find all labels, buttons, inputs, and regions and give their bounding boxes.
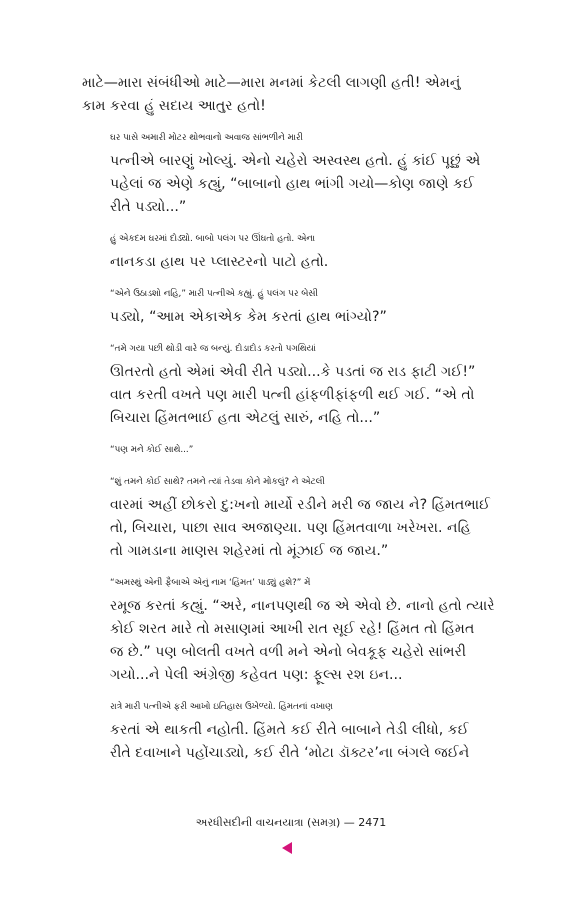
text-line: “પણ મને કોઈ સાથે...” xyxy=(110,445,194,455)
previous-page-arrow-icon[interactable] xyxy=(282,842,292,854)
page-footer: અરધીસદીની વાચનયાત્રા (સમગ્ર) — 2471 xyxy=(195,816,387,829)
text-line: જ છે.” પણ બોલતી વખતે વળી મને એનો બેવકૂફ ચહેરો સાંભરી xyxy=(110,644,467,660)
body-paragraph xyxy=(82,338,500,430)
text-line: તો ગામડાના માણસ શહેરમાં તો મૂંઝાઈ જ જાય.” xyxy=(110,543,389,559)
text-line: રાત્રે મારી પત્નીએ ફરી આખો ઇતિહાસ ઉખેળ્યો. હિંમતનાં વખાણ xyxy=(110,702,333,712)
text-line: વારમાં અહીં છોકરો દુ:ખનો માર્યો રડીને મરી જ જાય ને? હિંમતભાઈ xyxy=(110,497,491,513)
text-line: “અમસ્થું એની ફૈબાએ એનું નામ ‘હિંમત’ પાડ્યું હશે?” મેં xyxy=(110,578,311,588)
text-line: ગયો...ને પેલી અંગ્રેજી કહેવત પણ: ફૂલ્સ રશ ઇન... xyxy=(110,667,403,683)
text-line: રીતે દવાખાને પહોંચાડ્યો, કઈ રીતે ‘મોટા ડૉક્ટર’ના બંગલે જઈને xyxy=(110,745,470,761)
text-line: ઘર પાસે અમારી મોટર થોભવાનો અવાજ સાંભળીને મારી xyxy=(110,133,303,143)
text-line: “તમે ગયા પછી થોડી વારે જ બન્યું. દોડાદોડ કરતો પગથિયાં xyxy=(110,344,316,354)
text-line: માટે—મારા સંબંધીઓ માટે—મારા મનમાં કેટલી લાગણી હતી! એમનું xyxy=(82,75,461,91)
text-line: હું એકદમ ઘરમાં દોડ્યો. બાબો પલંગ પર ઊંઘતો હતો. એના xyxy=(110,234,315,244)
text-line: બિચારા હિંમતભાઈ હતા એટલું સારું, નહિ તો...” xyxy=(110,410,381,426)
text-line: ઊતરતો હતો એમાં એવી રીતે પડ્યો...કે પડતાં જ રાડ ફાટી ગઈ!” xyxy=(110,364,476,380)
body-paragraph xyxy=(82,696,500,765)
text-line: કોઈ શરત મારે તો મસાણમાં આખી રાત સૂઈ રહે! હિંમત તો હિંમત xyxy=(110,621,475,637)
text-line: “એને ઉઠાડશો નહિ,” મારી પત્નીએ કહ્યું. હું પલંગ પર બેસી xyxy=(110,289,318,299)
body-paragraph xyxy=(82,228,500,274)
text-line: પહેલાં જ એણે કહ્યું, “બાબાનો હાથ ભાંગી ગયો—કોણ જાણે કઈ xyxy=(110,176,475,192)
text-line: તો, બિચારા, પાછા સાવ અજાણ્યા. પણ હિંમતવાળા ખરેખરા. નહિ xyxy=(110,520,471,536)
body-paragraph xyxy=(82,127,500,219)
text-line: કરતાં એ થાકતી નહોતી. હિંમતે કઈ રીતે બાબાને તેડી લીધો, કઈ xyxy=(110,722,469,738)
text-line: રીતે પડ્યો...” xyxy=(110,199,187,215)
body-paragraph xyxy=(82,72,500,118)
text-line: રમૂજ કરતાં કહ્યું. “અરે, નાનપણથી જ એ એવો છે. નાનો હતો ત્યારે xyxy=(110,598,495,614)
text-line: વાત કરતી વખતે પણ મારી પત્ની હાંફળીફાંફળી થઈ ગઈ. “એ તો xyxy=(110,387,475,403)
text-line: પત્નીએ બારણું ખોલ્યું. એનો ચહેરો અસ્વસ્થ હતો. હું કાંઈ પૂછું એ xyxy=(110,153,481,169)
text-line: “શું તમને કોઈ સાથે? તમને ત્યાં તેડવા કોને મોકલું? ને એટલી xyxy=(110,477,325,487)
body-paragraph xyxy=(82,572,500,687)
text-line: પડ્યો, “આમ એકાએક કેમ કરતાં હાથ ભાંગ્યો?” xyxy=(110,309,387,325)
body-paragraph xyxy=(82,471,500,563)
text-line: કામ કરવા હું સદાય આતુર હતો! xyxy=(82,98,266,114)
text-line: નાનકડા હાથ પર પ્લાસ્ટરનો પાટો હતો. xyxy=(110,254,329,270)
body-paragraph xyxy=(82,439,500,462)
body-paragraph xyxy=(82,283,500,329)
